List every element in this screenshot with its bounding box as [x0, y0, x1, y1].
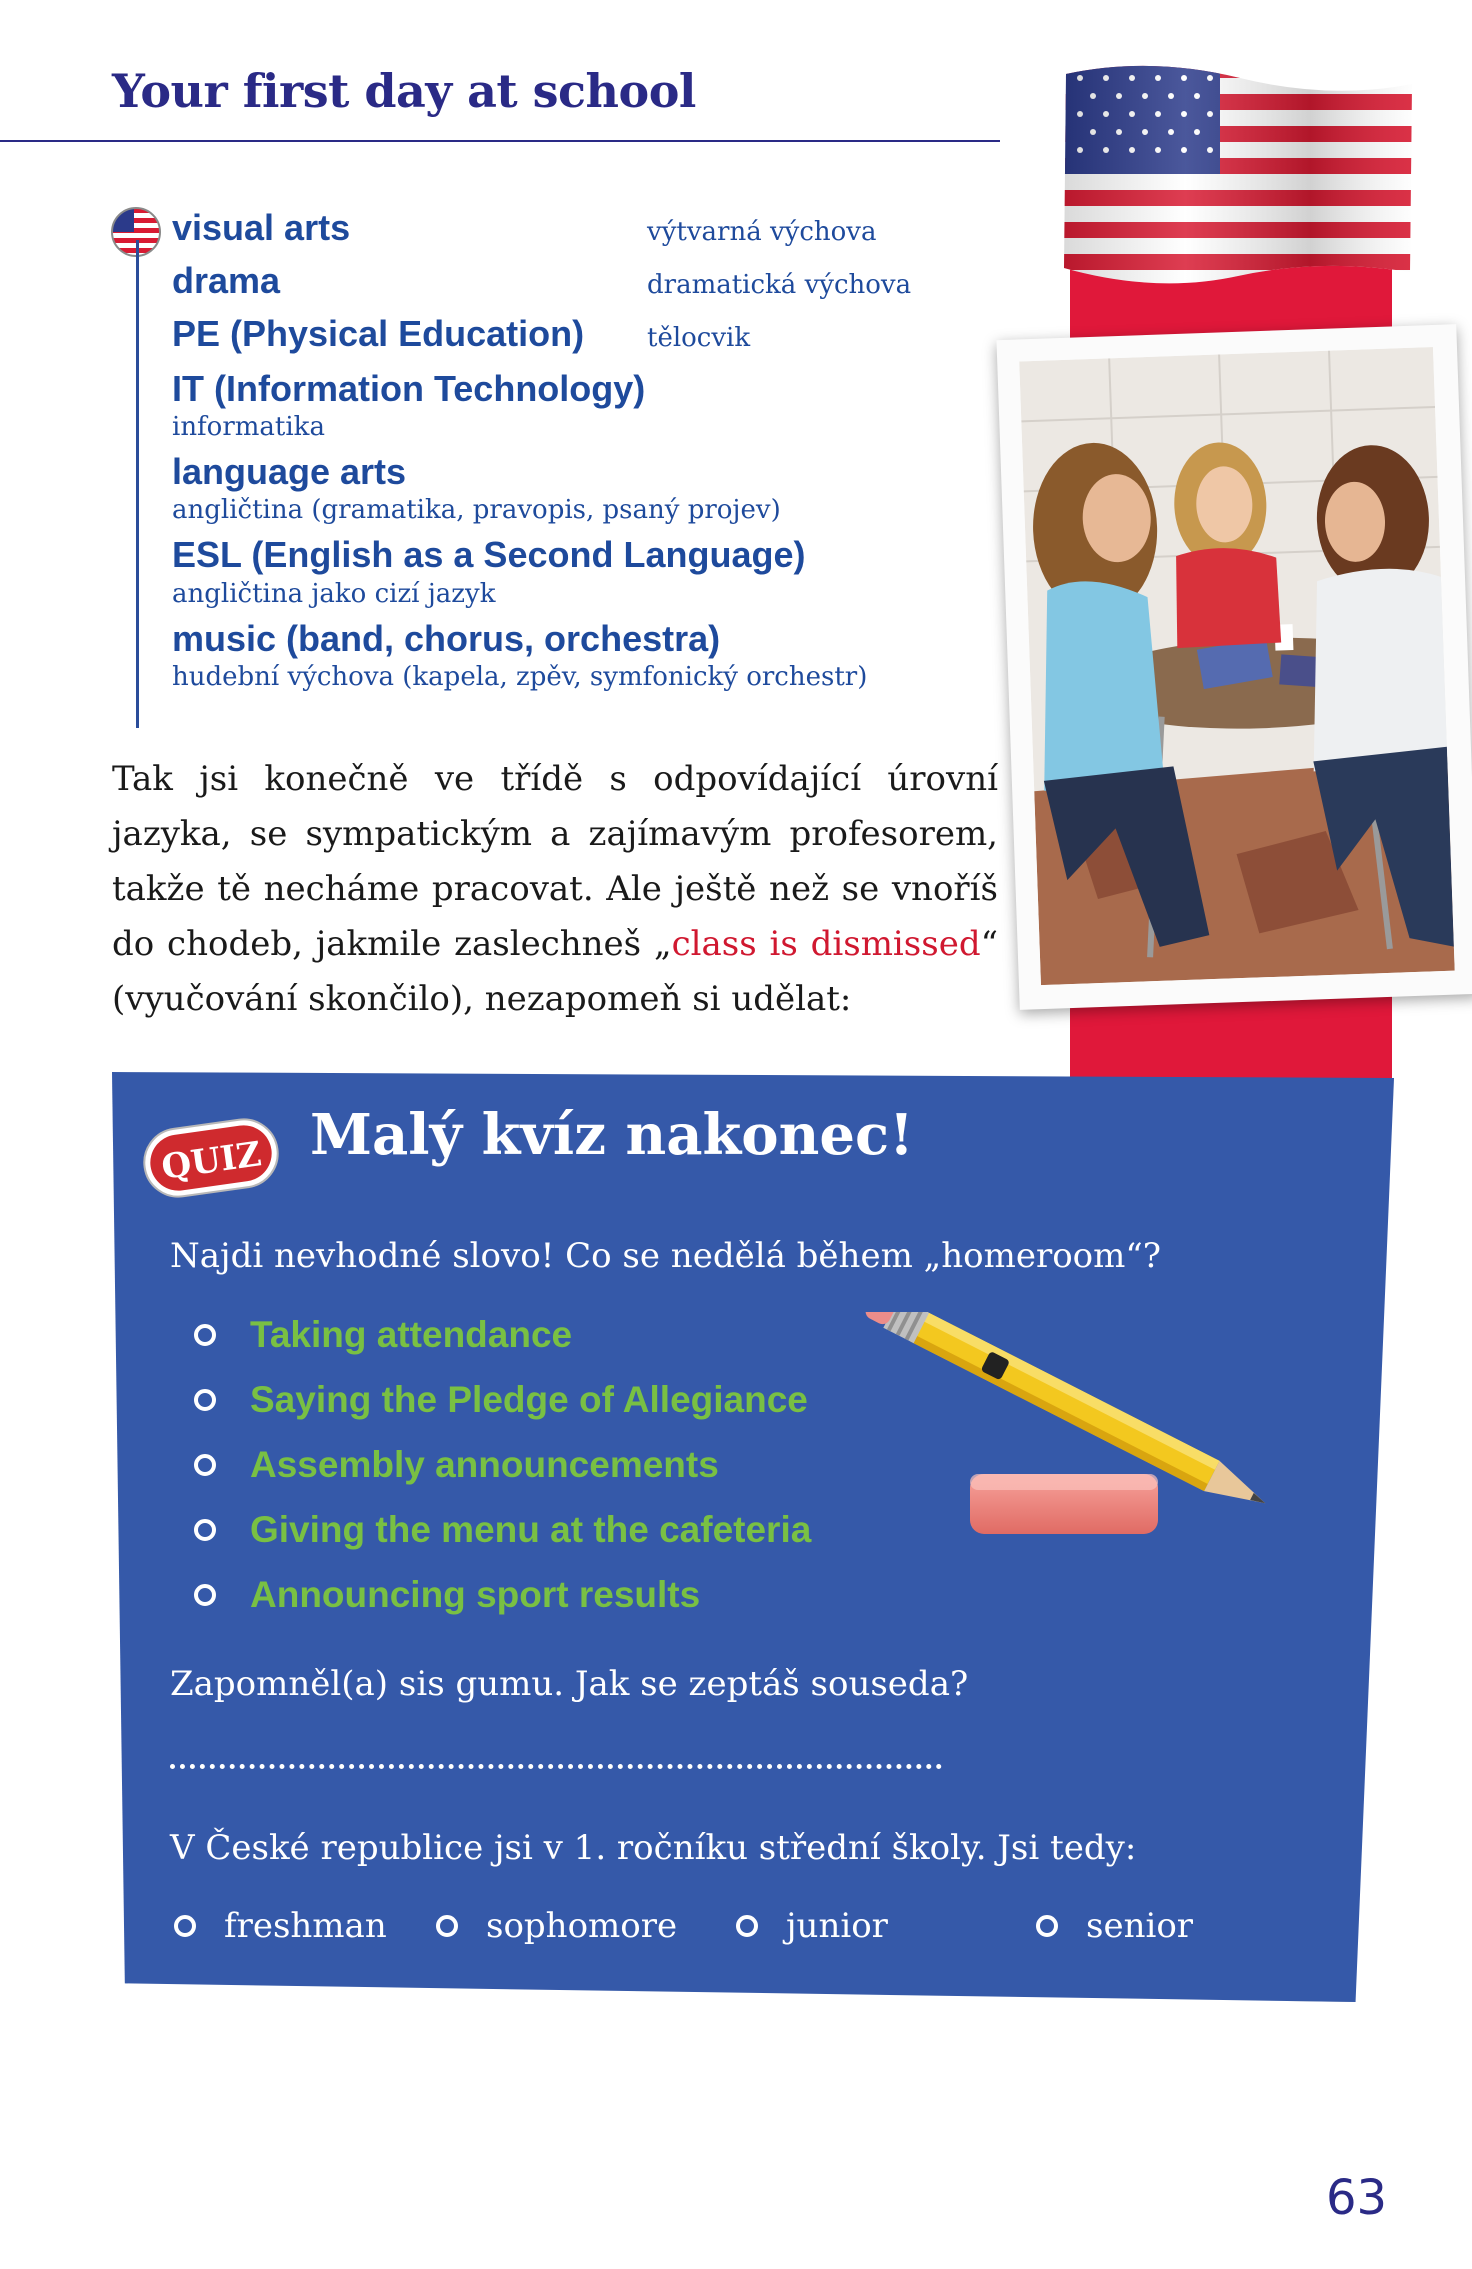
year-option-label: junior [786, 1906, 888, 1946]
students-photo [1019, 347, 1455, 985]
vocab-term: ESL (English as a Second Language) [172, 534, 806, 576]
quiz-option[interactable] [194, 1574, 700, 1616]
radio-circle-icon[interactable] [1036, 1915, 1058, 1937]
quiz-option-label: Taking attendance [250, 1314, 573, 1355]
vocab-term: language arts [172, 451, 407, 493]
year-option[interactable] [736, 1906, 888, 1946]
vocab-term: PE (Physical Education) [172, 313, 585, 354]
vocab-term: visual arts [172, 207, 351, 248]
quiz-badge-icon [136, 1112, 286, 1204]
paragraph-text: Tak jsi konečně ve třídě s odpovídající úrovní jazyka, se sympatickým a zajímavým profesorem, takže tě necháme pracovat. Ale ještě než se vnoříš do chodeb, jakmile zaslechneš „ [112, 759, 998, 964]
radio-circle-icon[interactable] [194, 1389, 216, 1411]
paragraph-text: “ (vyučování skončilo), nezapomeň si udělat: [112, 924, 998, 1019]
quiz-question-1: Najdi nevhodné slovo! Co se nedělá během „homeroom“? [170, 1236, 1161, 1276]
vocab-item [172, 367, 992, 442]
year-option[interactable] [1036, 1906, 1193, 1946]
vocab-item [172, 312, 992, 365]
quiz-option[interactable] [194, 1509, 811, 1551]
vocab-translation: angličtina (gramatika, pravopis, psaný projev) [172, 495, 781, 526]
us-flag-icon [1060, 62, 1418, 302]
radio-circle-icon[interactable] [194, 1584, 216, 1606]
year-option-label: sophomore [486, 1906, 678, 1946]
vocab-translation: výtvarná výchova [647, 217, 877, 247]
vocab-translation: hudební výchova (kapela, zpěv, symfonický orchestr) [172, 661, 868, 692]
vocab-translation: tělocvik [647, 323, 751, 353]
radio-circle-icon[interactable] [194, 1324, 216, 1346]
radio-circle-icon[interactable] [174, 1915, 196, 1937]
quiz-option[interactable] [194, 1314, 572, 1356]
year-option-label: freshman [224, 1906, 387, 1946]
vocab-term: drama [172, 260, 281, 301]
quiz-question-2: Zapomněl(a) sis gumu. Jak se zeptáš souseda? [170, 1664, 969, 1704]
quiz-option-label: Saying the Pledge of Allegiance [250, 1379, 808, 1420]
vocab-translation: dramatická výchova [647, 270, 912, 300]
radio-circle-icon[interactable] [194, 1454, 216, 1476]
page-title: Your first day at school [112, 64, 696, 118]
radio-circle-icon[interactable] [194, 1519, 216, 1541]
radio-circle-icon[interactable] [436, 1915, 458, 1937]
vocab-item [172, 450, 992, 525]
vocab-list [172, 206, 992, 700]
vocab-item [172, 206, 992, 259]
quiz-option-label: Assembly announcements [250, 1444, 719, 1485]
quiz-option[interactable] [194, 1444, 719, 1486]
quiz-option-label: Announcing sport results [250, 1574, 701, 1615]
quiz-option-label: Giving the menu at the cafeteria [250, 1509, 812, 1550]
vocab-term: music (band, chorus, orchestra) [172, 617, 721, 659]
vocab-item [172, 259, 992, 312]
year-option-label: senior [1086, 1906, 1194, 1946]
vocab-item [172, 617, 992, 692]
page-number: 63 [1326, 2170, 1388, 2226]
quiz-question-3: V České republice jsi v 1. ročníku střední školy. Jsi tedy: [170, 1828, 1137, 1868]
vocab-term: IT (Information Technology) [172, 368, 646, 409]
quiz-option[interactable] [194, 1379, 808, 1421]
vocab-translation: informatika [172, 412, 325, 443]
year-option[interactable] [436, 1906, 677, 1946]
year-option[interactable] [174, 1906, 387, 1946]
vocab-translation: angličtina jako cizí jazyk [172, 578, 496, 609]
students-photo-frame [996, 324, 1472, 1010]
eraser-icon [966, 1468, 1162, 1540]
vocab-guide-line [136, 240, 139, 728]
radio-circle-icon[interactable] [736, 1915, 758, 1937]
answer-dotted-line[interactable] [170, 1744, 942, 1769]
quiz-title: Malý kvíz nakonec! [310, 1102, 914, 1168]
intro-paragraph [112, 752, 998, 1027]
vocab-item [172, 533, 992, 608]
quiz-badge-label: QUIZ [159, 1134, 264, 1188]
highlight-phrase: class is dismissed [671, 924, 981, 964]
header-rule [0, 140, 1000, 142]
